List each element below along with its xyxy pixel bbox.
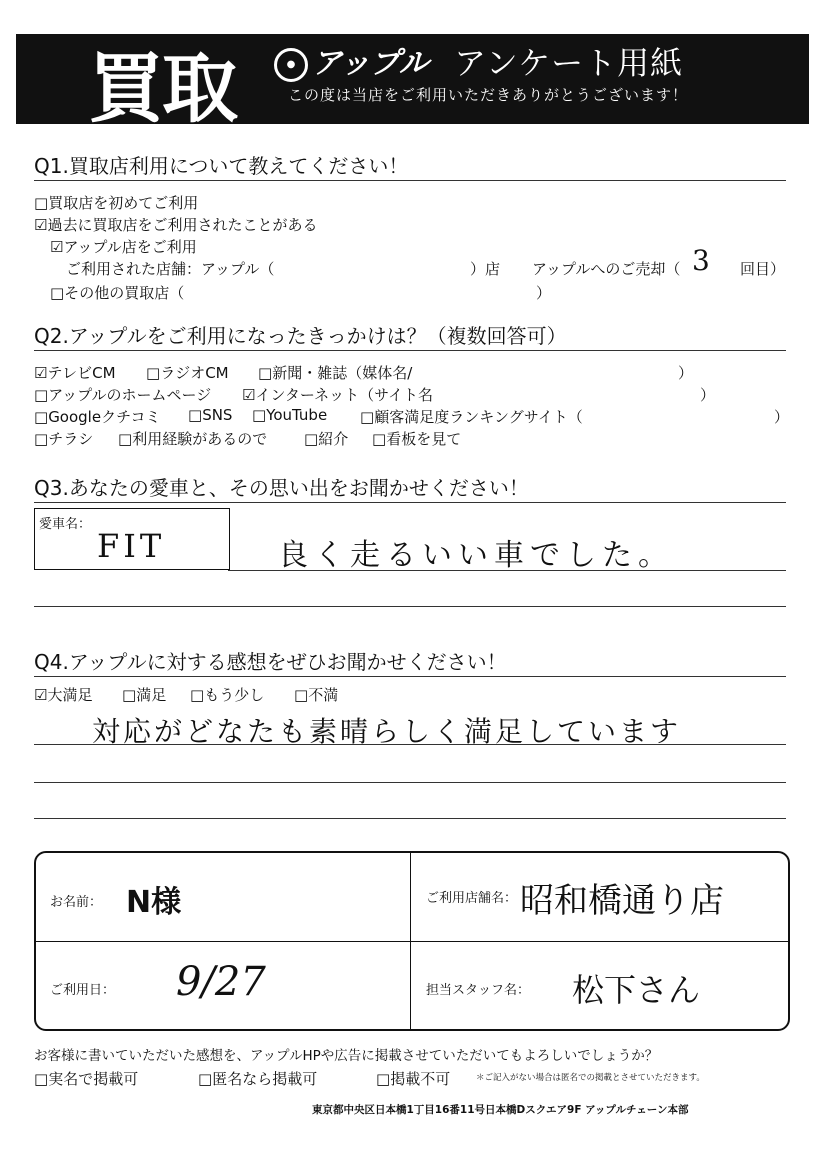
q4-heading: Q4.アップルに対する感想をぜひお聞かせください！ [34,650,507,674]
q2-option-experience[interactable]: □ 利用経験があるので [118,428,267,449]
q1-sell-count-prefix: アップルへのご売却（ [532,260,681,278]
footer-address: 東京都中央区日本橋1丁目16番11号日本橋Dスクエア9F アップルチェーン本部 [312,1104,689,1116]
q2-internet-end: ） [700,386,716,404]
q2-option-referral[interactable]: □ 紹介 [304,428,348,449]
q2-option-flyer[interactable]: □ チラシ [34,428,93,449]
q3-writing-line-1 [228,570,786,571]
q4-comment-text[interactable]: 対応がどなたも素晴らしく満足しています [92,715,682,748]
q2-heading: Q2.アップルをご利用になったきっかけは？（複数回答可） [34,324,567,348]
q3-heading: Q3.あなたの愛車と、その思い出をお聞かせください！ [34,476,529,500]
q2-option-homepage[interactable]: □ アップルのホームページ [34,384,211,405]
brand-logo [274,38,429,82]
q4-option-dissatisfied[interactable]: □ 不満 [294,684,338,705]
car-name-box[interactable] [34,508,230,570]
consent-question: お客様に書いていただいた感想を、アップルHPや広告に掲載させていただいてもよろしいでしょうか？ [34,1048,659,1064]
q2-option-internet[interactable]: ☑ インターネット（サイト名 [242,384,433,405]
consent-option-anonymous[interactable]: □ 匿名なら掲載可 [198,1068,317,1089]
q1-store-used-suffix: ）店 [470,260,501,278]
q2-option-ranking[interactable]: □ 顧客満足度ランキングサイト（ [360,406,583,427]
q4-writing-line-3 [34,818,786,819]
consent-note: ＊ご記入がない場合は匿名での掲載とさせていただきます。 [476,1073,705,1083]
car-name-label: 愛車名： [39,517,92,532]
q2-option-sns[interactable]: □ SNS [188,406,232,424]
q1-option-apple-store[interactable]: ☑ アップル店をご利用 [50,236,197,257]
customer-info-box [34,851,790,1031]
q2-ranking-end: ） [774,408,790,426]
staff-label: 担当スタッフ名： [426,983,531,998]
apple-logo-icon: ● [274,48,308,82]
brand-name: アップル [312,46,429,81]
name-label: お名前： [50,895,103,910]
q4-writing-line-2 [34,782,786,783]
q2-option-signboard[interactable]: □ 看板を見て [372,428,461,449]
name-value[interactable]: N様 [126,885,182,920]
q2-option-youtube[interactable]: □ YouTube [252,406,327,424]
info-column-divider [410,853,411,1029]
q2-newspaper-end: ） [678,364,694,382]
consent-option-real-name[interactable]: □ 実名で掲載可 [34,1068,138,1089]
staff-value[interactable]: 松下さん [572,971,701,1009]
q1-option-other-store[interactable]: □ その他の買取店（ [50,282,184,303]
info-row-divider [36,941,788,942]
header-banner [16,34,809,133]
store-name-label: ご利用店舗名： [426,891,518,906]
q4-option-bit-more[interactable]: □ もう少し [190,684,264,705]
q3-divider [34,502,786,503]
q2-divider [34,350,786,351]
q1-other-store-suffix: ） [536,284,552,302]
form-subtitle: この度は当店をご利用いただきありがとうございます！ [288,86,689,104]
q4-divider [34,676,786,677]
q2-option-google[interactable]: □ Googleクチコミ [34,406,160,427]
q1-option-first-time[interactable]: □ 買取店を初めてご利用 [34,192,198,213]
store-name-value[interactable]: 昭和橋通り店 [520,881,724,921]
q1-heading: Q1.買取店利用について教えてください！ [34,154,409,178]
q1-option-past-use[interactable]: ☑ 過去に買取店をご利用されたことがある [34,214,317,235]
q1-store-used-prefix: ご利用された店舗：アップル（ [66,260,275,278]
q2-option-newspaper[interactable]: □ 新聞・雑誌（媒体名/ [258,362,412,383]
consent-option-not-allowed[interactable]: □ 掲載不可 [376,1068,450,1089]
kaitori-title: 買取 [88,44,236,133]
q1-divider [34,180,786,181]
q4-option-very-satisfied[interactable]: ☑ 大満足 [34,684,92,705]
date-label: ご利用日： [50,983,116,998]
car-name-value: FIT [97,527,166,565]
date-value[interactable]: 9/27 [176,959,266,1005]
q1-sell-count-value[interactable]: 3 [692,244,710,277]
q3-writing-line-2 [34,606,786,607]
q1-sell-count-suffix: 回目） [740,260,786,278]
q2-option-tv-cm[interactable]: ☑ テレビCM [34,362,116,383]
q2-option-radio-cm[interactable]: □ ラジオCM [146,362,229,383]
q4-writing-line-1 [34,744,786,745]
q4-option-satisfied[interactable]: □ 満足 [122,684,166,705]
q3-memory-text[interactable]: 良く走るいい車でした。 [278,538,674,573]
form-title: アンケート用紙 [454,44,684,82]
